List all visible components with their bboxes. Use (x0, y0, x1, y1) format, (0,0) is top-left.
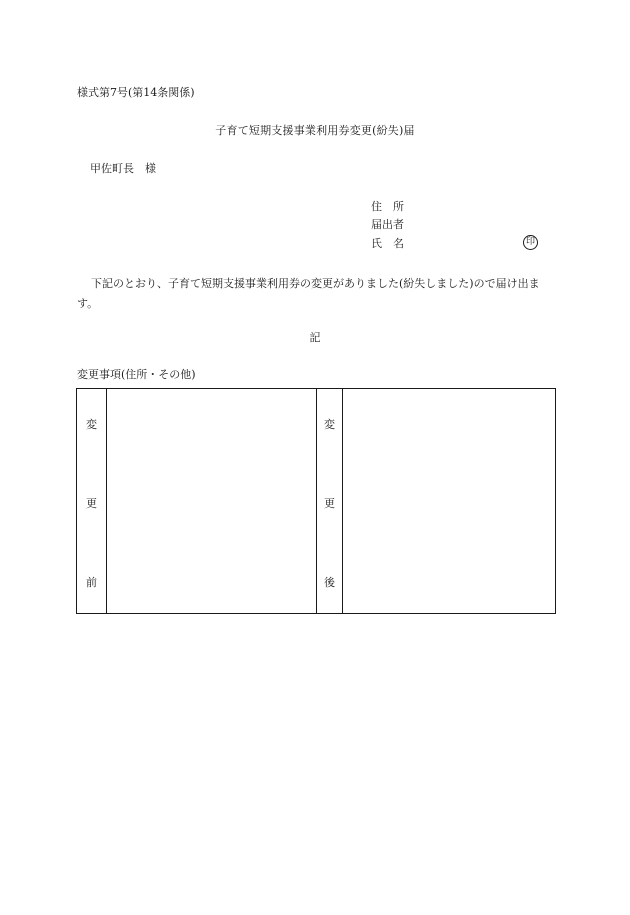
document-title: 子育て短期支援事業利用券変更(紛失)届 (215, 124, 415, 137)
after-field[interactable] (344, 390, 554, 612)
table-divider (106, 389, 107, 613)
section-heading: 変更事項(住所・その他) (77, 368, 196, 381)
body-text: 下記のとおり、子育て短期支援事業利用券の変更がありました(紛失しました)ので届け出ます。 (77, 277, 540, 310)
table-divider (342, 389, 343, 613)
before-label-char: 前 (86, 576, 97, 589)
addressee: 甲佐町長 様 (90, 162, 156, 175)
seal-icon: 印 (523, 235, 538, 250)
applicant-address-label: 住 所 (371, 200, 404, 213)
after-label-char: 変 (324, 418, 335, 431)
after-label-char: 更 (324, 497, 335, 510)
before-label-char: 変 (86, 418, 97, 431)
form-number: 様式第7号(第14条関係) (77, 86, 195, 99)
applicant-name-label: 氏 名 (371, 237, 404, 250)
after-label-char: 後 (324, 576, 335, 589)
before-label-char: 更 (86, 497, 97, 510)
ki-heading: 記 (309, 331, 321, 344)
before-field[interactable] (108, 390, 314, 612)
applicant-submitter-label: 届出者 (371, 218, 404, 231)
table-divider (316, 389, 317, 613)
change-table (76, 388, 556, 614)
